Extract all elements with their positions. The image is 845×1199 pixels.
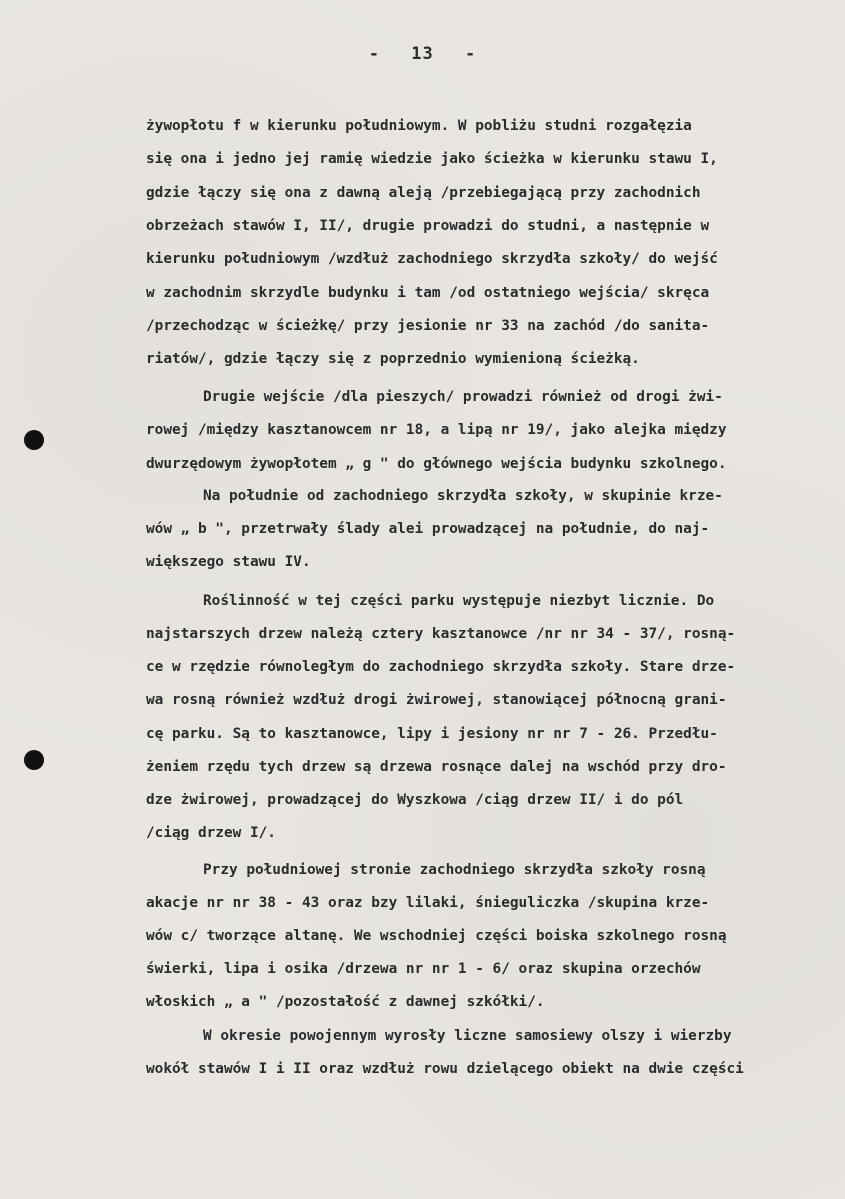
text-line: w zachodnim skrzydle budynku i tam /od ostatniego wejścia/ skręca <box>146 285 710 301</box>
page-number-value: 13 <box>411 44 434 64</box>
text-line: wokół stawów I i II oraz wzdłuż rowu dzielącego obiekt na dwie części <box>146 1061 744 1077</box>
text-line: świerki, lipa i osika /drzewa nr nr 1 - 6/ oraz skupina orzechów <box>146 961 701 977</box>
text-line: obrzeżach stawów I, II/, drugie prowadzi do studni, a następnie w <box>146 218 710 234</box>
text-line: Na południe od zachodniego skrzydła szkoły, w skupinie krze- <box>203 488 723 504</box>
text-line: /ciąg drzew I/. <box>146 825 276 841</box>
text-line: Przy południowej stronie zachodniego skrzydła szkoły rosną <box>203 862 706 878</box>
text-line: włoskich „ a " /pozostałość z dawnej szkółki/. <box>146 994 545 1010</box>
text-line: akacje nr nr 38 - 43 oraz bzy lilaki, śnieguliczka /skupina krze- <box>146 895 710 911</box>
text-line: kierunku południowym /wzdłuż zachodniego skrzydła szkoły/ do wejść <box>146 251 718 267</box>
text-line: ce w rzędzie równoległym do zachodniego skrzydła szkoły. Stare drze- <box>146 659 736 675</box>
text-line: gdzie łączy się ona z dawną aleją /przebiegającą przy zachodnich <box>146 185 701 201</box>
punch-hole <box>24 430 44 450</box>
text-line: Roślinność w tej części parku występuje niezbyt licznie. Do <box>203 593 715 609</box>
text-line: dwurzędowym żywopłotem „ g " do głównego wejścia budynku szkolnego. <box>146 456 727 472</box>
text-line: riatów/, gdzie łączy się z poprzednio wymienioną ścieżką. <box>146 351 640 367</box>
page-number <box>0 44 845 64</box>
text-line: większego stawu IV. <box>146 554 311 570</box>
text-line: /przechodząc w ścieżkę/ przy jesionie nr 33 na zachód /do sanita- <box>146 318 710 334</box>
text-line: wów c/ tworzące altanę. We wschodniej części boiska szkolnego rosną <box>146 928 727 944</box>
text-line: rowej /między kasztanowcem nr 18, a lipą nr 19/, jako alejka między <box>146 422 727 438</box>
text-line: najstarszych drzew należą cztery kasztanowce /nr nr 34 - 37/, rosną- <box>146 626 736 642</box>
page-number-dash-left: - <box>368 44 380 64</box>
text-line: żeniem rzędu tych drzew są drzewa rosnące dalej na wschód przy dro- <box>146 759 727 775</box>
text-line: Drugie wejście /dla pieszych/ prowadzi również od drogi żwi- <box>203 389 723 405</box>
punch-hole <box>24 750 44 770</box>
text-line: cę parku. Są to kasztanowce, lipy i jesiony nr nr 7 - 26. Przedłu- <box>146 726 718 742</box>
text-line: dze żwirowej, prowadzącej do Wyszkowa /ciąg drzew II/ i do pól <box>146 792 684 808</box>
text-line: żywopłotu f w kierunku południowym. W pobliżu studni rozgałęzia <box>146 118 692 134</box>
page-number-dash-right: - <box>464 44 477 64</box>
text-line: wa rosną również wzdłuż drogi żwirowej, stanowiącej północną grani- <box>146 692 727 708</box>
text-line: W okresie powojennym wyrosły liczne samosiewy olszy i wierzby <box>203 1028 732 1044</box>
text-line: się ona i jedno jej ramię wiedzie jako ścieżka w kierunku stawu I, <box>146 151 718 167</box>
text-line: wów „ b ", przetrwały ślady alei prowadzącej na południe, do naj- <box>146 521 710 537</box>
